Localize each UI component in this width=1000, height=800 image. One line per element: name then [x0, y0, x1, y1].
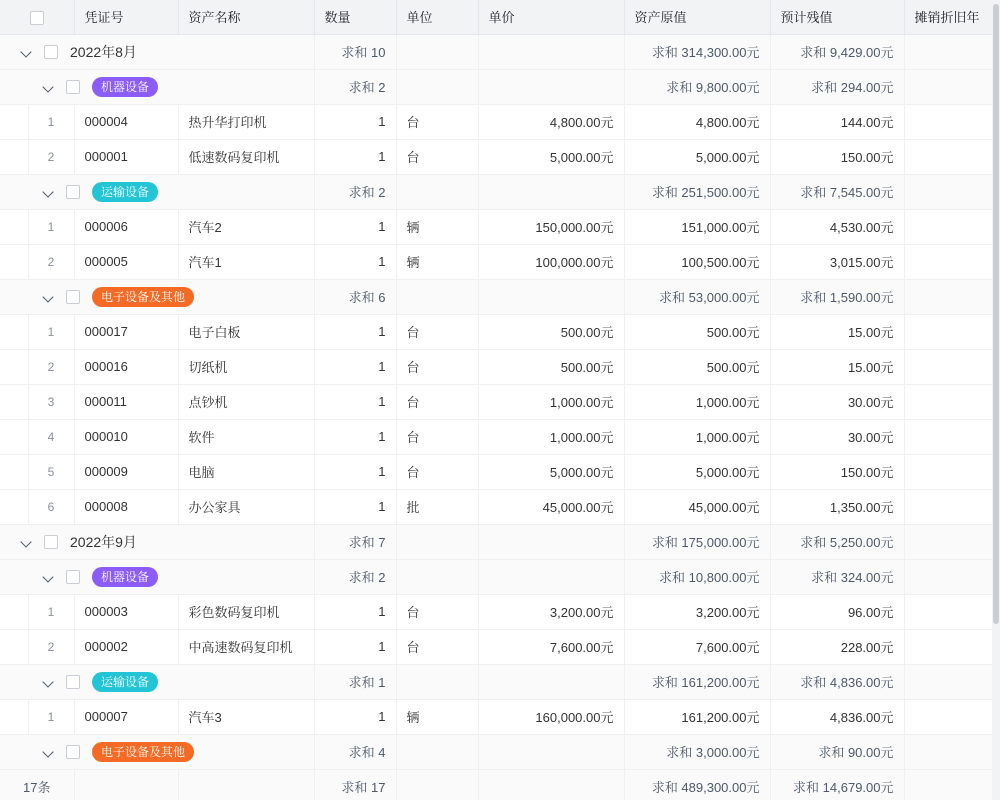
group-price-cell — [478, 174, 624, 209]
header-price[interactable]: 单价 — [478, 0, 624, 34]
row-voucher: 000011 — [74, 384, 178, 419]
row-amort — [904, 349, 992, 384]
row-price: 500.00元 — [478, 314, 624, 349]
row-checkbox[interactable] — [66, 80, 80, 94]
row-voucher: 000010 — [74, 419, 178, 454]
row-voucher: 000017 — [74, 314, 178, 349]
group-unit-cell — [396, 34, 478, 69]
group-resid-sum: 求和 294.00元 — [770, 69, 904, 104]
category-group-row[interactable] — [0, 69, 992, 104]
header-unit[interactable]: 单位 — [396, 0, 478, 34]
group-price-cell — [478, 279, 624, 314]
footer-qty-sum: 求和 17 — [314, 769, 396, 800]
row-index: 1 — [28, 699, 74, 734]
footer-orig-sum: 求和 489,300.00元 — [624, 769, 770, 800]
row-qty: 1 — [314, 384, 396, 419]
group-unit-cell — [396, 69, 478, 104]
group-orig-sum: 求和 9,800.00元 — [624, 69, 770, 104]
row-check-cell[interactable] — [0, 699, 28, 734]
group-resid-sum: 求和 4,836.00元 — [770, 664, 904, 699]
group-qty-sum: 求和 4 — [314, 734, 396, 769]
table-row[interactable] — [0, 419, 992, 454]
row-qty: 1 — [314, 594, 396, 629]
row-price: 150,000.00元 — [478, 209, 624, 244]
row-checkbox[interactable] — [44, 535, 58, 549]
group-orig-sum: 求和 251,500.00元 — [624, 174, 770, 209]
group-amort-cell — [904, 734, 992, 769]
row-orig: 500.00元 — [624, 314, 770, 349]
group-toggle-cell[interactable] — [0, 174, 314, 209]
row-price: 100,000.00元 — [478, 244, 624, 279]
header-resid[interactable]: 预计残值 — [770, 0, 904, 34]
group-amort-cell — [904, 279, 992, 314]
table-row[interactable] — [0, 209, 992, 244]
row-price: 4,800.00元 — [478, 104, 624, 139]
group-qty-sum: 求和 2 — [314, 174, 396, 209]
group-orig-sum: 求和 314,300.00元 — [624, 34, 770, 69]
table-row[interactable] — [0, 314, 992, 349]
row-resid: 15.00元 — [770, 349, 904, 384]
footer-voucher-cell — [74, 769, 178, 800]
footer-amort-cell — [904, 769, 992, 800]
category-tag: 运输设备 — [92, 182, 158, 202]
row-orig: 500.00元 — [624, 349, 770, 384]
footer-price-cell — [478, 769, 624, 800]
group-orig-sum: 求和 161,200.00元 — [624, 664, 770, 699]
row-checkbox[interactable] — [44, 45, 58, 59]
row-resid: 15.00元 — [770, 314, 904, 349]
group-resid-sum: 求和 7,545.00元 — [770, 174, 904, 209]
row-amort — [904, 454, 992, 489]
group-amort-cell — [904, 34, 992, 69]
category-group-row[interactable] — [0, 174, 992, 209]
row-name: 点钞机 — [178, 384, 314, 419]
row-name: 彩色数码复印机 — [178, 594, 314, 629]
row-qty: 1 — [314, 314, 396, 349]
row-amort — [904, 629, 992, 664]
group-resid-sum: 求和 9,429.00元 — [770, 34, 904, 69]
chevron-down-icon[interactable] — [42, 570, 56, 584]
row-unit: 台 — [396, 594, 478, 629]
row-price: 160,000.00元 — [478, 699, 624, 734]
row-voucher: 000001 — [74, 139, 178, 174]
row-name: 汽车1 — [178, 244, 314, 279]
category-tag: 电子设备及其他 — [92, 287, 194, 307]
month-label: 2022年8月 — [70, 43, 137, 60]
row-resid: 96.00元 — [770, 594, 904, 629]
category-group-row[interactable] — [0, 734, 992, 769]
row-check-cell[interactable] — [0, 419, 28, 454]
group-unit-cell — [396, 174, 478, 209]
row-name: 低速数码复印机 — [178, 139, 314, 174]
row-name: 电子白板 — [178, 314, 314, 349]
row-name: 切纸机 — [178, 349, 314, 384]
row-orig: 161,200.00元 — [624, 699, 770, 734]
chevron-down-icon[interactable] — [42, 80, 56, 94]
row-unit: 台 — [396, 384, 478, 419]
group-orig-sum: 求和 10,800.00元 — [624, 559, 770, 594]
row-orig: 5,000.00元 — [624, 454, 770, 489]
row-check-cell[interactable] — [0, 314, 28, 349]
row-amort — [904, 104, 992, 139]
row-index: 1 — [28, 209, 74, 244]
row-qty: 1 — [314, 419, 396, 454]
row-amort — [904, 139, 992, 174]
row-index: 2 — [28, 349, 74, 384]
row-name: 汽车3 — [178, 699, 314, 734]
row-voucher: 000002 — [74, 629, 178, 664]
table-footer-row — [0, 769, 992, 800]
row-voucher: 000016 — [74, 349, 178, 384]
row-price: 7,600.00元 — [478, 629, 624, 664]
month-group-row[interactable] — [0, 524, 992, 559]
chevron-down-icon[interactable] — [42, 675, 56, 689]
table-row[interactable] — [0, 454, 992, 489]
row-orig: 151,000.00元 — [624, 209, 770, 244]
row-orig: 100,500.00元 — [624, 244, 770, 279]
row-unit: 台 — [396, 139, 478, 174]
row-voucher: 000009 — [74, 454, 178, 489]
row-voucher: 000007 — [74, 699, 178, 734]
row-name: 汽车2 — [178, 209, 314, 244]
group-qty-sum: 求和 10 — [314, 34, 396, 69]
category-group-row[interactable] — [0, 279, 992, 314]
row-amort — [904, 699, 992, 734]
row-qty: 1 — [314, 104, 396, 139]
row-name: 软件 — [178, 419, 314, 454]
row-price: 500.00元 — [478, 349, 624, 384]
row-price: 45,000.00元 — [478, 489, 624, 524]
row-unit: 台 — [396, 104, 478, 139]
row-price: 3,200.00元 — [478, 594, 624, 629]
footer-name-cell — [178, 769, 314, 800]
group-resid-sum: 求和 324.00元 — [770, 559, 904, 594]
footer-resid-sum: 求和 14,679.00元 — [770, 769, 904, 800]
group-unit-cell — [396, 734, 478, 769]
group-unit-cell — [396, 559, 478, 594]
group-toggle-cell[interactable] — [0, 69, 314, 104]
row-name: 办公家具 — [178, 489, 314, 524]
group-qty-sum: 求和 2 — [314, 559, 396, 594]
header-amort[interactable]: 摊销折旧年 — [904, 0, 992, 34]
row-amort — [904, 244, 992, 279]
row-qty: 1 — [314, 349, 396, 384]
footer-unit-cell — [396, 769, 478, 800]
select-all-checkbox[interactable] — [30, 11, 44, 25]
row-amort — [904, 384, 992, 419]
row-orig: 1,000.00元 — [624, 419, 770, 454]
group-amort-cell — [904, 69, 992, 104]
group-resid-sum: 求和 5,250.00元 — [770, 524, 904, 559]
row-voucher: 000005 — [74, 244, 178, 279]
row-resid: 228.00元 — [770, 629, 904, 664]
row-resid: 144.00元 — [770, 104, 904, 139]
vertical-scrollbar[interactable] — [992, 0, 1000, 800]
row-resid: 4,530.00元 — [770, 209, 904, 244]
row-check-cell[interactable] — [0, 384, 28, 419]
row-qty: 1 — [314, 699, 396, 734]
row-voucher: 000008 — [74, 489, 178, 524]
group-qty-sum: 求和 1 — [314, 664, 396, 699]
row-checkbox[interactable] — [66, 185, 80, 199]
chevron-down-icon[interactable] — [42, 745, 56, 759]
row-orig: 1,000.00元 — [624, 384, 770, 419]
group-price-cell — [478, 524, 624, 559]
category-group-row[interactable] — [0, 559, 992, 594]
row-orig: 7,600.00元 — [624, 629, 770, 664]
group-price-cell — [478, 664, 624, 699]
table-row[interactable] — [0, 699, 992, 734]
row-unit: 辆 — [396, 244, 478, 279]
row-index: 2 — [28, 244, 74, 279]
row-amort — [904, 419, 992, 454]
row-price: 1,000.00元 — [478, 384, 624, 419]
table-body — [0, 34, 992, 800]
row-qty: 1 — [314, 209, 396, 244]
group-orig-sum: 求和 175,000.00元 — [624, 524, 770, 559]
group-price-cell — [478, 69, 624, 104]
row-index: 5 — [28, 454, 74, 489]
group-toggle-cell[interactable] — [0, 734, 314, 769]
row-index: 1 — [28, 594, 74, 629]
row-index: 4 — [28, 419, 74, 454]
row-check-cell[interactable] — [0, 349, 28, 384]
group-toggle-cell[interactable] — [0, 524, 314, 559]
row-orig: 45,000.00元 — [624, 489, 770, 524]
row-check-cell[interactable] — [0, 594, 28, 629]
row-checkbox[interactable] — [66, 570, 80, 584]
group-toggle-cell[interactable] — [0, 559, 314, 594]
category-tag: 机器设备 — [92, 567, 158, 587]
row-check-cell[interactable] — [0, 104, 28, 139]
row-voucher: 000006 — [74, 209, 178, 244]
row-resid: 4,836.00元 — [770, 699, 904, 734]
row-orig: 3,200.00元 — [624, 594, 770, 629]
row-amort — [904, 594, 992, 629]
chevron-down-icon[interactable] — [20, 535, 34, 549]
row-index: 2 — [28, 629, 74, 664]
row-qty: 1 — [314, 629, 396, 664]
row-index: 2 — [28, 139, 74, 174]
row-amort — [904, 314, 992, 349]
group-unit-cell — [396, 524, 478, 559]
row-unit: 台 — [396, 454, 478, 489]
header-voucher[interactable]: 凭证号 — [74, 0, 178, 34]
table-row[interactable] — [0, 629, 992, 664]
row-qty: 1 — [314, 139, 396, 174]
row-unit: 台 — [396, 314, 478, 349]
group-resid-sum: 求和 90.00元 — [770, 734, 904, 769]
row-checkbox[interactable] — [66, 675, 80, 689]
chevron-down-icon[interactable] — [42, 290, 56, 304]
table-row[interactable] — [0, 139, 992, 174]
month-group-row[interactable] — [0, 34, 992, 69]
group-price-cell — [478, 734, 624, 769]
scrollbar-thumb[interactable] — [993, 4, 999, 624]
row-resid: 30.00元 — [770, 384, 904, 419]
table-row[interactable] — [0, 244, 992, 279]
table-row[interactable] — [0, 384, 992, 419]
group-amort-cell — [904, 559, 992, 594]
header-qty[interactable]: 数量 — [314, 0, 396, 34]
row-unit: 台 — [396, 349, 478, 384]
row-amort — [904, 489, 992, 524]
group-orig-sum: 求和 3,000.00元 — [624, 734, 770, 769]
row-index: 3 — [28, 384, 74, 419]
row-check-cell[interactable] — [0, 629, 28, 664]
table-row[interactable] — [0, 489, 992, 524]
header-select-all[interactable] — [0, 0, 74, 34]
group-amort-cell — [904, 174, 992, 209]
group-resid-sum: 求和 1,590.00元 — [770, 279, 904, 314]
category-tag: 机器设备 — [92, 77, 158, 97]
table-header — [0, 0, 992, 34]
group-amort-cell — [904, 524, 992, 559]
row-name: 热升华打印机 — [178, 104, 314, 139]
row-unit: 台 — [396, 419, 478, 454]
row-resid: 1,350.00元 — [770, 489, 904, 524]
row-check-cell[interactable] — [0, 454, 28, 489]
row-orig: 4,800.00元 — [624, 104, 770, 139]
row-price: 5,000.00元 — [478, 139, 624, 174]
row-unit: 台 — [396, 629, 478, 664]
row-voucher: 000003 — [74, 594, 178, 629]
row-index: 1 — [28, 314, 74, 349]
group-qty-sum: 求和 6 — [314, 279, 396, 314]
row-checkbox[interactable] — [66, 745, 80, 759]
row-resid: 30.00元 — [770, 419, 904, 454]
header-row — [0, 0, 992, 34]
row-resid: 3,015.00元 — [770, 244, 904, 279]
table-row[interactable] — [0, 594, 992, 629]
header-orig[interactable]: 资产原值 — [624, 0, 770, 34]
row-unit: 辆 — [396, 209, 478, 244]
footer-count: 17条 — [0, 769, 74, 800]
table-row[interactable] — [0, 349, 992, 384]
row-voucher: 000004 — [74, 104, 178, 139]
chevron-down-icon[interactable] — [20, 45, 34, 59]
group-toggle-cell[interactable] — [0, 279, 314, 314]
row-resid: 150.00元 — [770, 454, 904, 489]
chevron-down-icon[interactable] — [42, 185, 56, 199]
group-qty-sum: 求和 7 — [314, 524, 396, 559]
row-checkbox[interactable] — [66, 290, 80, 304]
group-orig-sum: 求和 53,000.00元 — [624, 279, 770, 314]
header-name[interactable]: 资产名称 — [178, 0, 314, 34]
group-unit-cell — [396, 279, 478, 314]
group-qty-sum: 求和 2 — [314, 69, 396, 104]
row-qty: 1 — [314, 489, 396, 524]
row-orig: 5,000.00元 — [624, 139, 770, 174]
group-amort-cell — [904, 664, 992, 699]
row-index: 1 — [28, 104, 74, 139]
group-toggle-cell[interactable] — [0, 34, 314, 69]
group-price-cell — [478, 34, 624, 69]
row-check-cell[interactable] — [0, 209, 28, 244]
row-check-cell[interactable] — [0, 244, 28, 279]
group-unit-cell — [396, 664, 478, 699]
category-tag: 运输设备 — [92, 672, 158, 692]
category-group-row[interactable] — [0, 664, 992, 699]
row-qty: 1 — [314, 244, 396, 279]
row-name: 中高速数码复印机 — [178, 629, 314, 664]
row-amort — [904, 209, 992, 244]
row-resid: 150.00元 — [770, 139, 904, 174]
group-price-cell — [478, 559, 624, 594]
row-unit: 辆 — [396, 699, 478, 734]
row-qty: 1 — [314, 454, 396, 489]
row-price: 1,000.00元 — [478, 419, 624, 454]
row-check-cell[interactable] — [0, 139, 28, 174]
category-tag: 电子设备及其他 — [92, 742, 194, 762]
group-toggle-cell[interactable] — [0, 664, 314, 699]
month-label: 2022年9月 — [70, 533, 137, 550]
row-index: 6 — [28, 489, 74, 524]
row-check-cell[interactable] — [0, 489, 28, 524]
row-price: 5,000.00元 — [478, 454, 624, 489]
row-name: 电脑 — [178, 454, 314, 489]
table-row[interactable] — [0, 104, 992, 139]
row-unit: 批 — [396, 489, 478, 524]
